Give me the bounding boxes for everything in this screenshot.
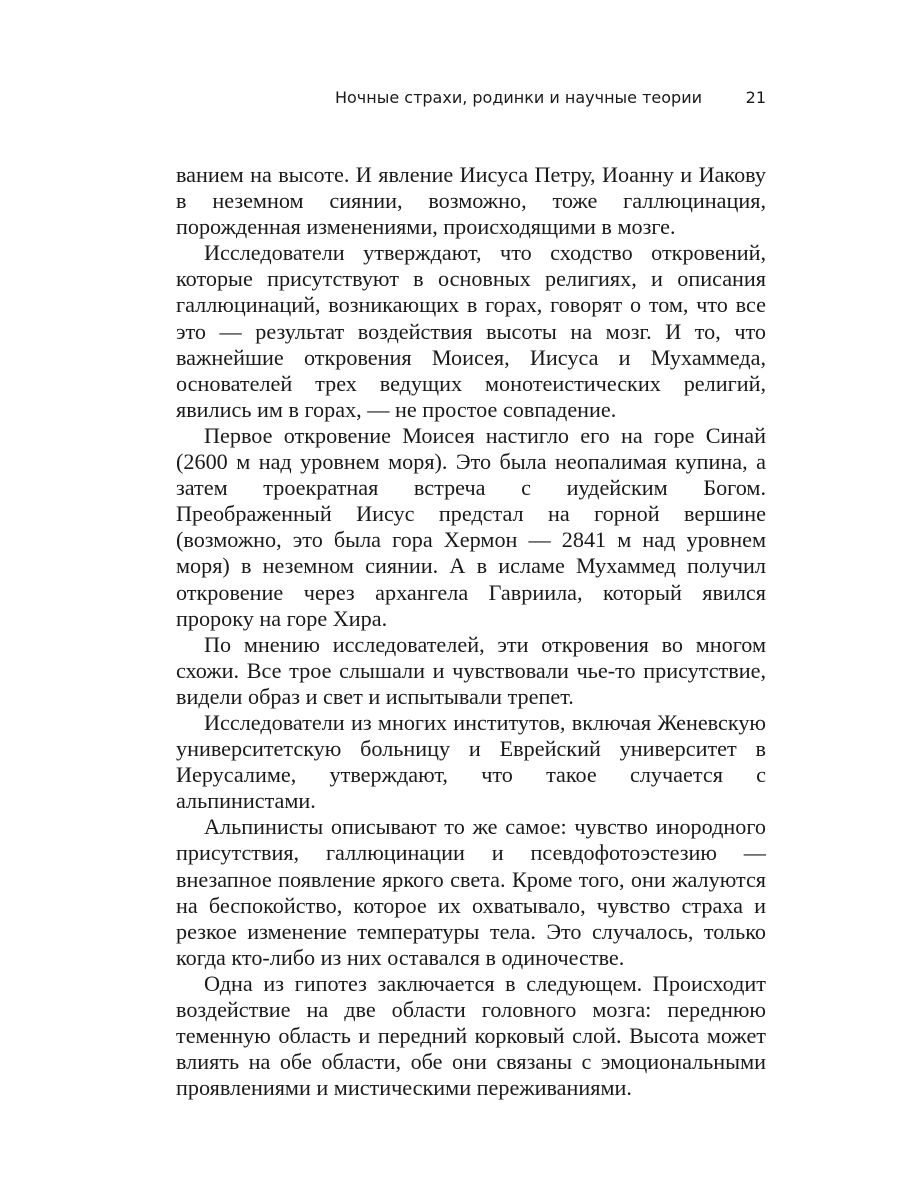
body-text — [176, 162, 766, 1101]
page-number: 21 — [745, 88, 766, 107]
paragraph: Альпинисты описывают то же самое: чувство инородного присутствия, галлюцинации и псевдофотоэстезию — внезапное появление яркого света. Кроме того, они жалуются на беспокойство, которое их охватывало, чувство страха и резкое изменение температуры тела. Это случалось, только когда кто-либо из них оставался в одиночестве. — [176, 814, 766, 970]
paragraph: Первое откровение Моисея настигло его на горе Синай (2600 м над уровнем моря). Это была неопалимая купина, а затем троекратная встреча с иудейским Богом. Преображенный Иисус предстал на горной вершине (возможно, это была гора Хермон — 2841 м над уровнем моря) в неземном сиянии. А в исламе Мухаммед получил откровение через архангела Гавриила, который явился пророку на горе Хира. — [176, 422, 766, 631]
paragraph: Исследователи утверждают, что сходство откровений, которые присутствуют в основных религиях, и описания галлюцинаций, возникающих в горах, говорят о том, что все это — результат воздействия высоты на мозг. И то, что важнейшие откровения Моисея, Иисуса и Мухаммеда, основателей трех ведущих монотеистических религий, явились им в горах, — не простое совпадение. — [176, 240, 766, 422]
paragraph: Исследователи из многих институтов, включая Женевскую университетскую больницу и Еврейский университет в Иерусалиме, утверждают, что такое случается с альпинистами. — [176, 709, 766, 814]
paragraph: Одна из гипотез заключается в следующем. Происходит воздействие на две области головного мозга: переднюю теменную область и передний корковый слой. Высота может влиять на обе области, обе они связаны с эмоциональными проявлениями и мистическими переживаниями. — [176, 970, 766, 1101]
running-title: Ночные страхи, родинки и научные теории — [334, 88, 702, 107]
paragraph: По мнению исследователей, эти откровения во многом схожи. Все трое слышали и чувствовали чье-то присутствие, видели образ и свет и испытывали трепет. — [176, 631, 766, 709]
paragraph-continued: ванием на высоте. И явление Иисуса Петру, Иоанну и Иакову в неземном сиянии, возможно, тоже галлюцинация, порожденная изменениями, происходящими в мозге. — [176, 162, 766, 240]
running-header — [176, 88, 766, 116]
